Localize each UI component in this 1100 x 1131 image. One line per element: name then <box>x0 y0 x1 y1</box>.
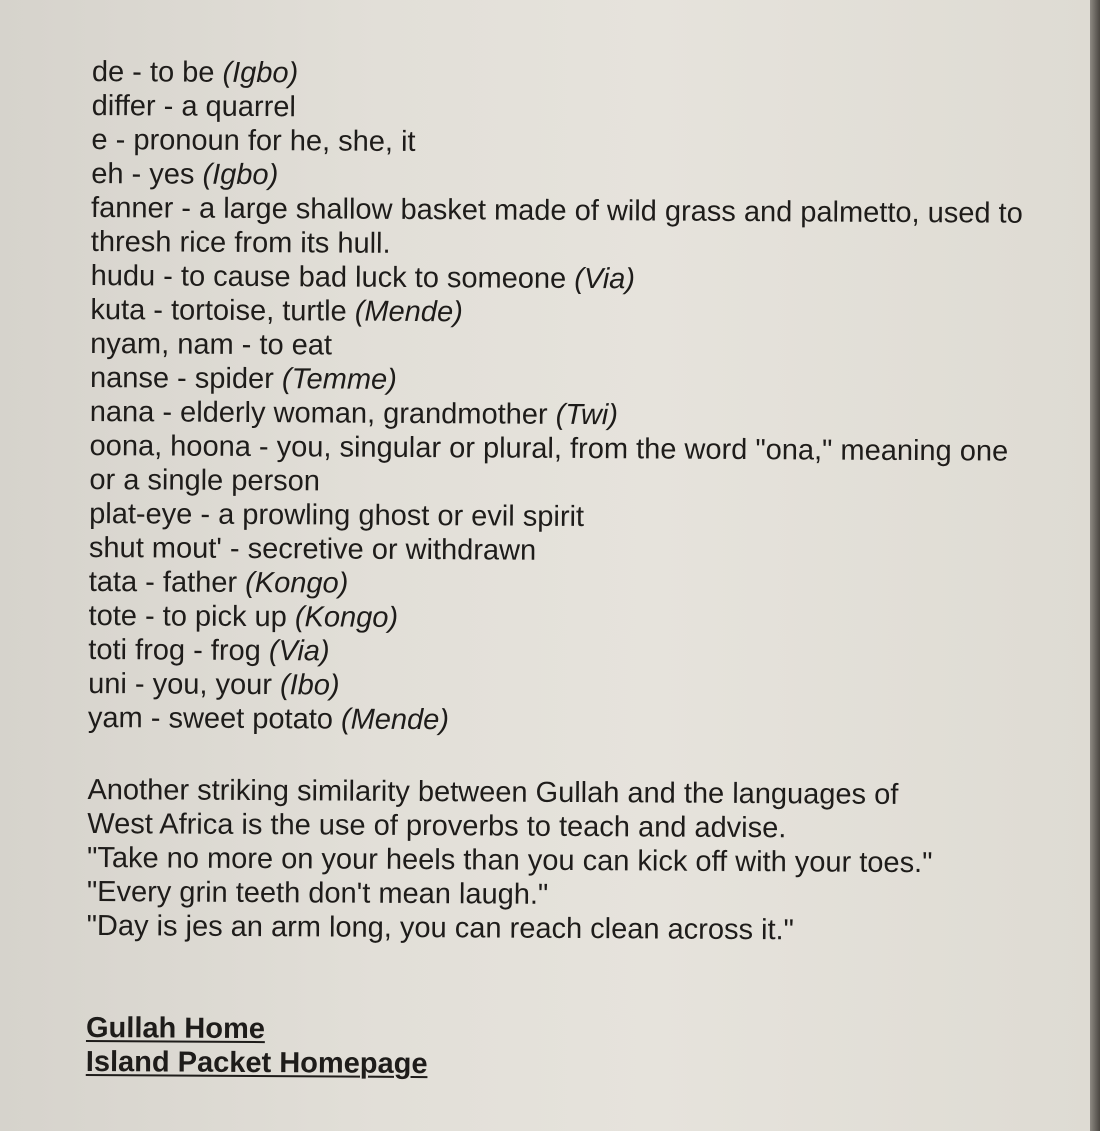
glossary-definition: to pick up <box>162 600 287 634</box>
glossary-origin: (Mende) <box>340 703 450 737</box>
glossary-definition: a large shallow basket made of wild grass and palmetto, used to thresh rice from its hull. <box>90 192 1023 260</box>
glossary-definition: to be <box>149 56 215 89</box>
glossary-definition: sweet potato <box>168 702 334 736</box>
paragraph-line: West Africa is the use of proverbs to teach and advise. <box>87 807 787 845</box>
paragraph-line: Another striking similarity between Gullah and the languages of <box>87 773 899 811</box>
glossary-entry: fanner - a large shallow basket made of wild grass and palmetto, used to thresh rice from its hull. <box>90 191 1023 260</box>
glossary-origin: (Kongo) <box>245 566 349 600</box>
glossary-origin: (Via) <box>268 635 330 668</box>
glossary-definition: tortoise, turtle <box>170 294 347 328</box>
glossary-term: nyam, nam <box>90 327 234 361</box>
glossary-term: de <box>91 55 125 89</box>
glossary-definition: to eat <box>259 329 333 362</box>
glossary-entry: de - to be (Igbo) <box>91 55 299 90</box>
glossary-term: e <box>91 123 108 157</box>
glossary-term: eh <box>91 157 124 191</box>
glossary-origin: (Igbo) <box>222 56 299 90</box>
glossary-definition: you, singular or plural, from the word "ona," meaning one or a single person <box>89 431 1009 498</box>
page-edge-shadow <box>1090 0 1100 1131</box>
glossary-definition: to cause bad luck to someone <box>180 260 567 295</box>
proverb-line: "Day is jes an arm long, you can reach clean across it." <box>86 909 795 947</box>
glossary-list <box>88 55 1032 741</box>
glossary-entry: shut mout' - secretive or withdrawn <box>88 531 537 567</box>
glossary-definition: a prowling ghost or evil spirit <box>218 498 585 534</box>
proverb-line: "Every grin teeth don't mean laugh." <box>86 875 549 911</box>
glossary-origin: (Ibo) <box>279 669 340 702</box>
glossary-term: oona, hoona <box>89 429 251 463</box>
island-packet-homepage-link[interactable]: Island Packet Homepage <box>85 1045 428 1081</box>
glossary-term: tata <box>88 565 138 599</box>
glossary-entry: nana - elderly woman, grandmother (Twi) <box>89 395 619 432</box>
proverb-line: "Take no more on your heels than you can kick off with your toes." <box>86 841 933 880</box>
glossary-origin: (Via) <box>574 262 636 296</box>
glossary-term: fanner <box>90 191 174 225</box>
glossary-origin: (Mende) <box>354 295 463 329</box>
glossary-entry: nanse - spider (Temme) <box>89 361 397 396</box>
glossary-entry: yam - sweet potato (Mende) <box>87 701 450 737</box>
glossary-entry: uni - you, your (Ibo) <box>88 667 340 702</box>
gullah-home-link[interactable]: Gullah Home <box>85 1011 266 1046</box>
glossary-origin: (Kongo) <box>294 601 399 634</box>
glossary-entry: e - pronoun for he, she, it <box>91 123 416 158</box>
glossary-term: uni <box>88 667 127 701</box>
glossary-term: tote <box>88 599 138 633</box>
glossary-term: plat-eye <box>89 497 193 531</box>
glossary-definition: a quarrel <box>181 90 296 124</box>
glossary-term: hudu <box>90 259 156 293</box>
document-content <box>86 55 1032 1085</box>
glossary-definition: elderly woman, grandmother <box>180 396 548 431</box>
glossary-entry: tote - to pick up (Kongo) <box>88 599 399 634</box>
glossary-term: shut mout' <box>88 531 222 565</box>
glossary-term: nana <box>89 395 155 429</box>
footer-links <box>86 1011 1026 1085</box>
glossary-definition: you, your <box>152 668 273 702</box>
glossary-term: yam <box>87 701 143 735</box>
glossary-entry: eh - yes (Igbo) <box>91 157 279 192</box>
glossary-entry: hudu - to cause bad luck to someone (Via) <box>90 259 636 296</box>
glossary-definition: yes <box>149 158 195 191</box>
glossary-entry: toti frog - frog (Via) <box>88 633 330 668</box>
glossary-entry: plat-eye - a prowling ghost or evil spirit <box>89 497 585 534</box>
glossary-term: toti frog <box>88 633 186 667</box>
glossary-definition: secretive or withdrawn <box>247 532 537 567</box>
glossary-term: nanse <box>89 361 170 395</box>
glossary-definition: father <box>162 566 238 599</box>
glossary-entry: tata - father (Kongo) <box>88 565 349 600</box>
glossary-term: differ <box>91 89 156 123</box>
glossary-origin: (Temme) <box>281 363 397 396</box>
glossary-origin: (Twi) <box>555 398 619 432</box>
glossary-entry: differ - a quarrel <box>91 89 296 124</box>
glossary-definition: spider <box>194 362 274 396</box>
glossary-definition: pronoun for he, she, it <box>133 124 416 158</box>
glossary-entry: kuta - tortoise, turtle (Mende) <box>90 293 463 329</box>
glossary-term: kuta <box>90 293 146 327</box>
glossary-origin: (Igbo) <box>202 158 279 192</box>
glossary-entry: oona, hoona - you, singular or plural, from the word "ona," meaning one or a single person <box>89 429 1009 498</box>
glossary-entry: nyam, nam - to eat <box>90 327 333 362</box>
glossary-definition: frog <box>210 634 261 668</box>
proverbs-paragraph <box>87 773 1028 949</box>
